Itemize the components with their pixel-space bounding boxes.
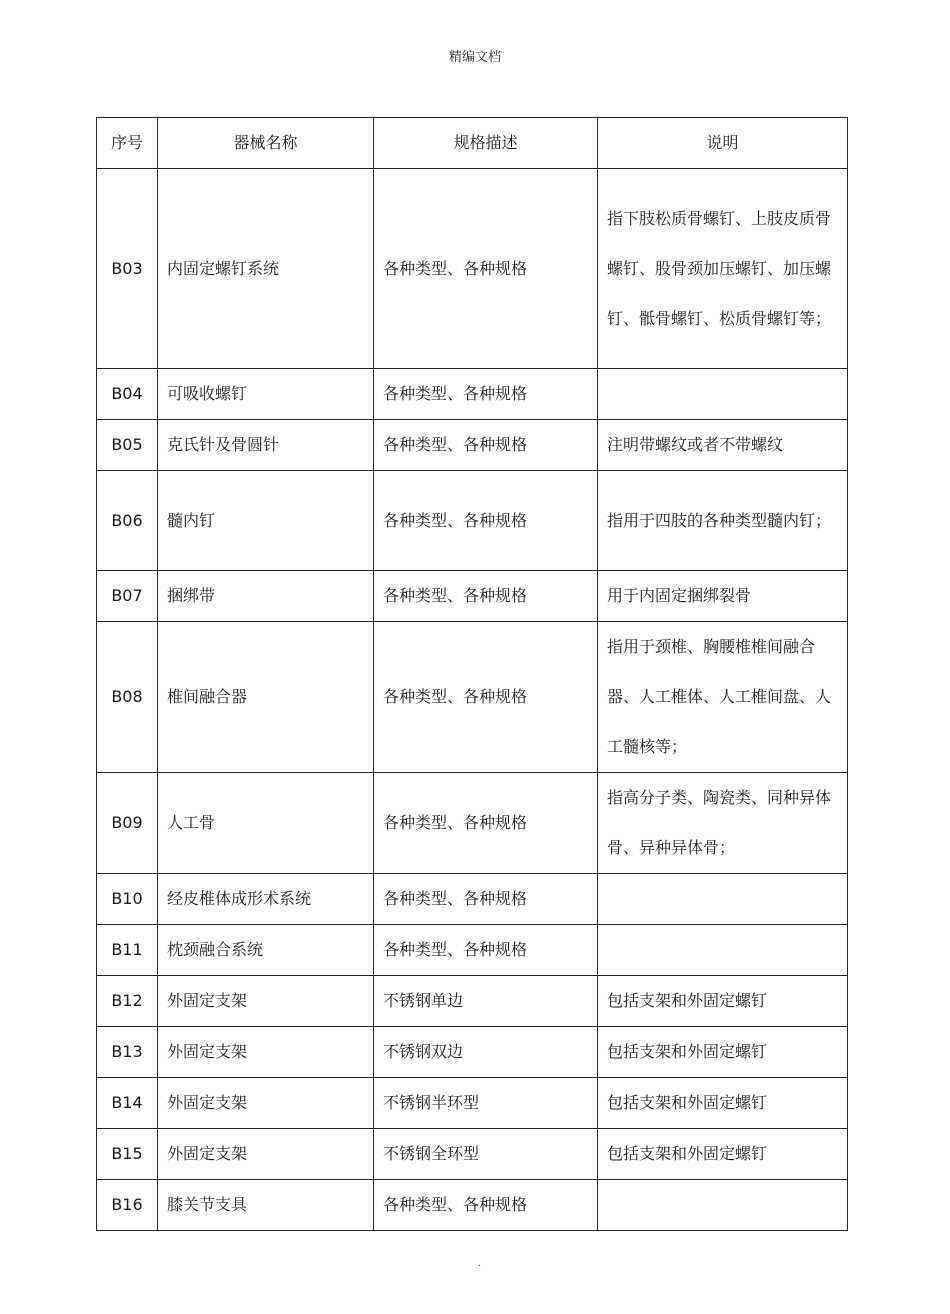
table-row	[97, 169, 848, 369]
cell-note: 包括支架和外固定螺钉	[598, 1129, 848, 1180]
cell-code: B05	[97, 420, 158, 471]
table-row	[97, 622, 848, 773]
table-row	[97, 471, 848, 571]
cell-device-name: 捆绑带	[158, 571, 374, 622]
table-row	[97, 1129, 848, 1180]
cell-spec: 各种类型、各种规格	[374, 622, 598, 773]
cell-note	[598, 369, 848, 420]
cell-code: B13	[97, 1027, 158, 1078]
cell-spec: 不锈钢全环型	[374, 1129, 598, 1180]
column-header-name: 器械名称	[158, 118, 374, 169]
cell-note: 包括支架和外固定螺钉	[598, 976, 848, 1027]
cell-spec: 各种类型、各种规格	[374, 420, 598, 471]
cell-device-name: 髓内钉	[158, 471, 374, 571]
cell-device-name: 膝关节支具	[158, 1180, 374, 1231]
cell-spec: 各种类型、各种规格	[374, 925, 598, 976]
cell-code: B07	[97, 571, 158, 622]
cell-note: 包括支架和外固定螺钉	[598, 1027, 848, 1078]
cell-device-name: 内固定螺钉系统	[158, 169, 374, 369]
table-row	[97, 1180, 848, 1231]
cell-spec: 不锈钢单边	[374, 976, 598, 1027]
cell-code: B12	[97, 976, 158, 1027]
cell-code: B08	[97, 622, 158, 773]
table-header-row	[97, 118, 848, 169]
table-row	[97, 571, 848, 622]
cell-spec: 各种类型、各种规格	[374, 369, 598, 420]
cell-note: 指用于颈椎、胸腰椎椎间融合器、人工椎体、人工椎间盘、人工髓核等；	[598, 622, 848, 773]
table-row	[97, 369, 848, 420]
cell-device-name: 枕颈融合系统	[158, 925, 374, 976]
table-row	[97, 420, 848, 471]
table-row	[97, 874, 848, 925]
cell-device-name: 外固定支架	[158, 1129, 374, 1180]
cell-device-name: 椎间融合器	[158, 622, 374, 773]
table-row	[97, 773, 848, 874]
table-row	[97, 976, 848, 1027]
cell-spec: 不锈钢双边	[374, 1027, 598, 1078]
cell-code: B11	[97, 925, 158, 976]
cell-note: 用于内固定捆绑裂骨	[598, 571, 848, 622]
cell-code: B06	[97, 471, 158, 571]
device-table	[96, 117, 848, 1231]
cell-note: 指下肢松质骨螺钉、上肢皮质骨螺钉、股骨颈加压螺钉、加压螺钉、骶骨螺钉、松质骨螺钉等；	[598, 169, 848, 369]
cell-spec: 各种类型、各种规格	[374, 471, 598, 571]
cell-code: B04	[97, 369, 158, 420]
cell-note: 注明带螺纹或者不带螺纹	[598, 420, 848, 471]
cell-note: 指用于四肢的各种类型髓内钉；	[598, 471, 848, 571]
cell-spec: 各种类型、各种规格	[374, 1180, 598, 1231]
cell-device-name: 人工骨	[158, 773, 374, 874]
column-header-spec: 规格描述	[374, 118, 598, 169]
cell-device-name: 可吸收螺钉	[158, 369, 374, 420]
table-row	[97, 925, 848, 976]
cell-code: B14	[97, 1078, 158, 1129]
cell-code: B15	[97, 1129, 158, 1180]
cell-spec: 各种类型、各种规格	[374, 773, 598, 874]
cell-device-name: 经皮椎体成形术系统	[158, 874, 374, 925]
cell-note	[598, 1180, 848, 1231]
table-row	[97, 1027, 848, 1078]
cell-note: 指高分子类、陶瓷类、同种异体骨、异种异体骨；	[598, 773, 848, 874]
cell-code: B09	[97, 773, 158, 874]
table-row	[97, 1078, 848, 1129]
column-header-note: 说明	[598, 118, 848, 169]
table-body	[97, 169, 848, 1231]
page-footer-mark: .	[478, 1258, 482, 1269]
cell-device-name: 克氏针及骨圆针	[158, 420, 374, 471]
column-header-code: 序号	[97, 118, 158, 169]
cell-spec: 不锈钢半环型	[374, 1078, 598, 1129]
cell-note: 包括支架和外固定螺钉	[598, 1078, 848, 1129]
cell-note	[598, 874, 848, 925]
cell-note	[598, 925, 848, 976]
cell-device-name: 外固定支架	[158, 1027, 374, 1078]
cell-device-name: 外固定支架	[158, 976, 374, 1027]
page-header: 精编文档	[448, 50, 501, 65]
cell-code: B10	[97, 874, 158, 925]
cell-spec: 各种类型、各种规格	[374, 571, 598, 622]
cell-code: B03	[97, 169, 158, 369]
cell-spec: 各种类型、各种规格	[374, 169, 598, 369]
cell-spec: 各种类型、各种规格	[374, 874, 598, 925]
cell-device-name: 外固定支架	[158, 1078, 374, 1129]
cell-code: B16	[97, 1180, 158, 1231]
